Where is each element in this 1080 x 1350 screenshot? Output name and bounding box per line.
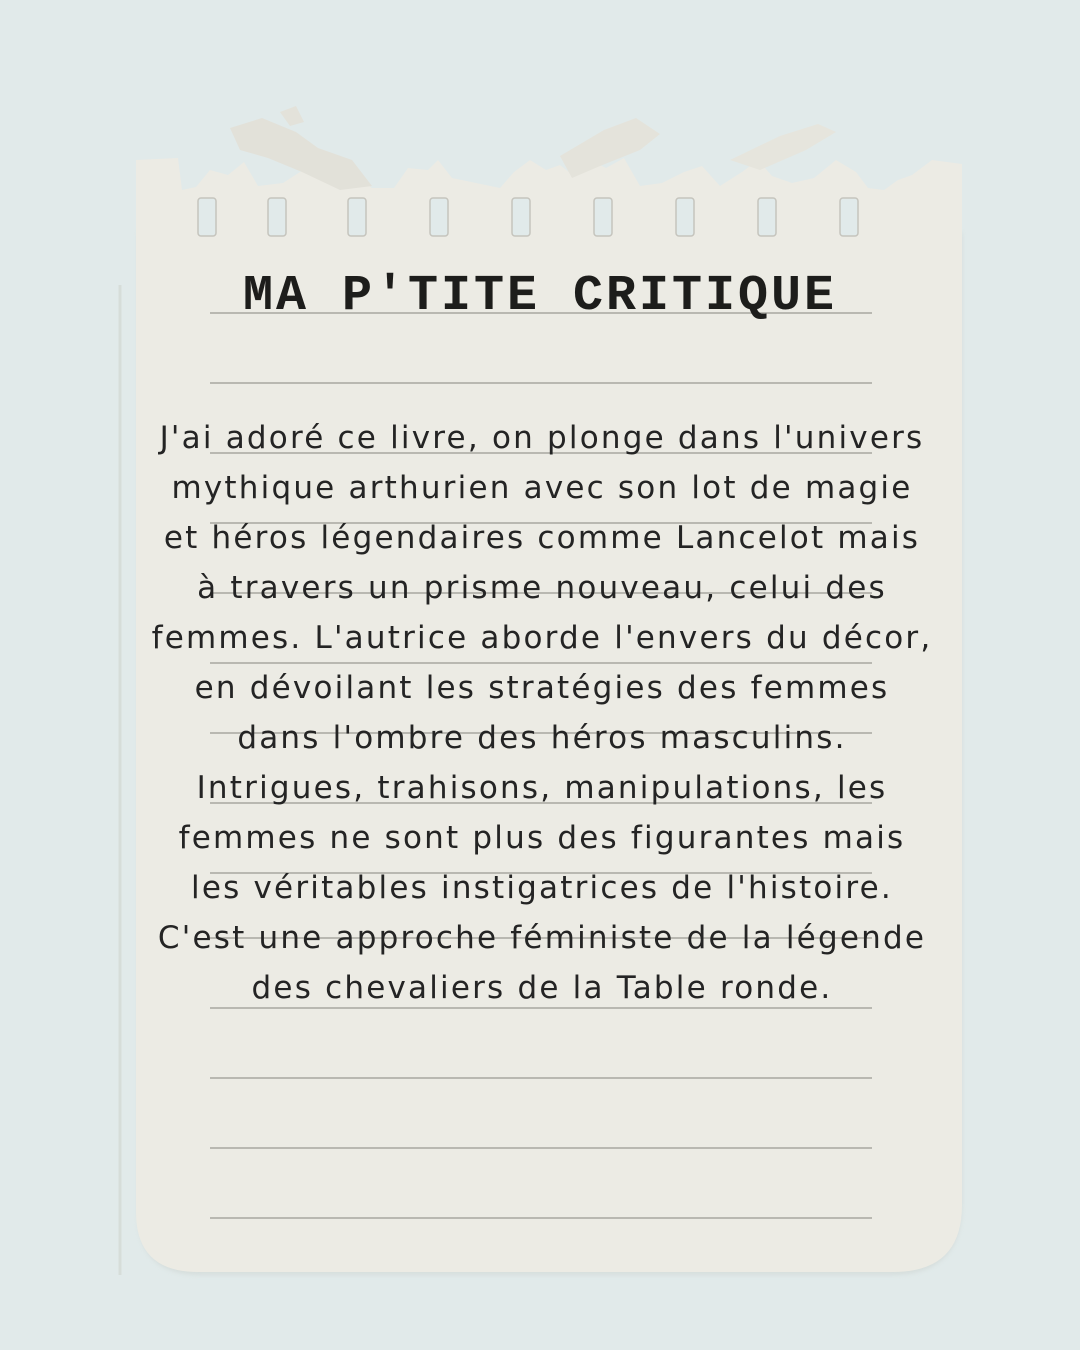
torn-paper-scrap [280, 106, 304, 126]
review-text: J'ai adoré ce livre, on plonge dans l'univers mythique arthurien avec son lot de magie et héros légendaires comme Lancelot mais à travers un prisme nouveau, celui des femmes. L'autrice aborde l'envers du décor, en dévoilant les stratégies des femmes dans l'ombre des héros masculins. Intrigues, trahisons, manipulations, les femmes ne sont plus des figurantes mais les véritables instigatrices de l'histoire. C'est une approche féministe de la légende des chevaliers de la Table ronde. [151, 420, 933, 1006]
note-title: MA P'TITE CRITIQUE [242, 268, 838, 325]
torn-paper-scrap [730, 124, 836, 170]
torn-binding-strip [136, 158, 962, 232]
